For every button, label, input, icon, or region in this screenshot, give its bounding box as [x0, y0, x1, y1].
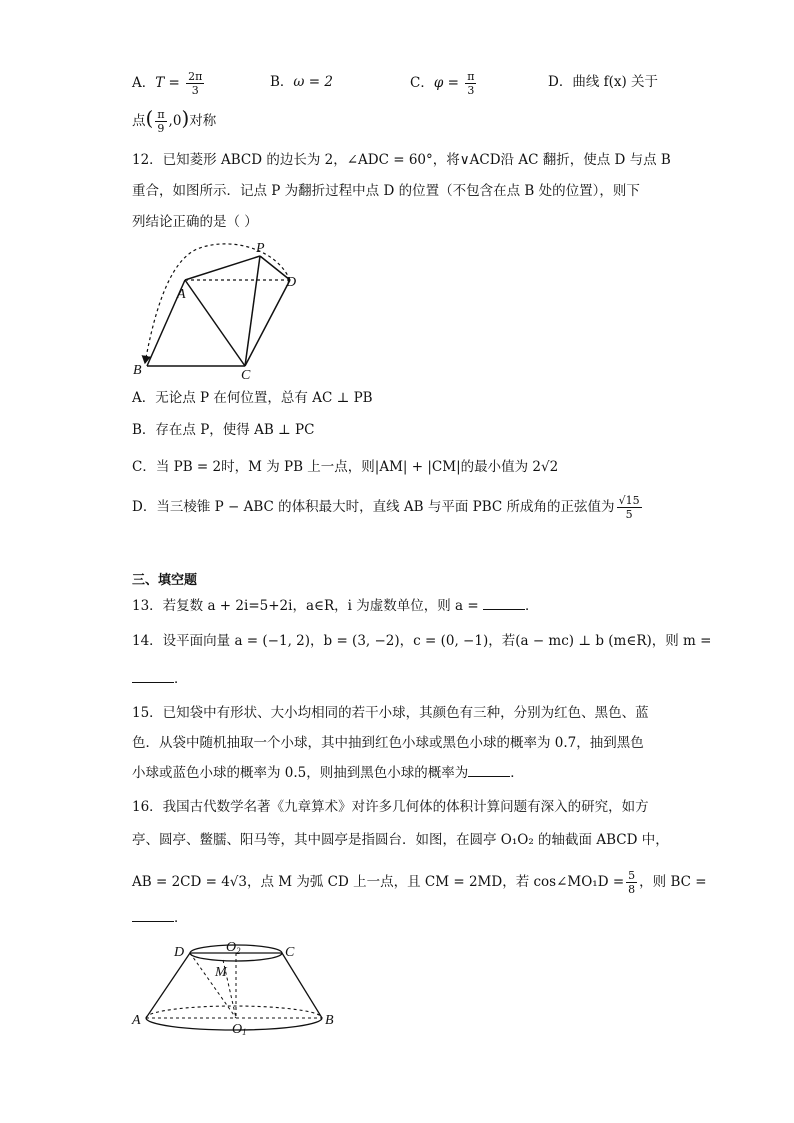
- edge-PA: [185, 256, 260, 280]
- q12-option-b: B．存在点 P，使得 AB ⊥ PC: [132, 422, 315, 438]
- q11-option-d: D．曲线 f(x) 关于: [548, 74, 659, 90]
- label-C: C: [285, 945, 295, 960]
- q13-question: 13．若复数 a + 2i=5+2i，a∈R，i 为虚数单位，则 a = ．: [132, 598, 539, 614]
- q16-line-3: AB = 2CD = 4√3，点 M 为弧 CD 上一点，且 CM = 2MD，若 cos∠MO₁D = $\frac{5}{8}$ ，则 BC =: [132, 869, 707, 896]
- label-O2-sub: 2: [236, 946, 241, 956]
- label-O1: O: [232, 1022, 243, 1036]
- label-C: C: [241, 368, 251, 380]
- label-O2: O: [226, 940, 237, 955]
- q14-line-2: ．: [132, 669, 188, 689]
- q12-line-1: 12．已知菱形 ABCD 的边长为 2，∠ADC = 60°，将∨ACD沿 AC 翻折，使点 D 与点 B: [132, 152, 671, 168]
- q11-option-a: A．T = $\frac{2\pi}{3}$: [132, 70, 203, 97]
- q16-line-2: 亭、圆亭、鳖臑、阳马等，其中圆亭是指圆台．如图，在圆亭 O₁O₂ 的轴截面 ABCD 中，: [132, 832, 669, 848]
- q12-option-d: D．当三棱锥 P − ABC 的体积最大时，直线 AB 与平面 PBC 所成角的正弦值为 $\frac{√15}{5}$: [132, 494, 640, 521]
- edge-CD: [245, 280, 290, 366]
- edge-AD: [146, 953, 190, 1018]
- edge-PC: [245, 256, 260, 366]
- q13-answer-blank[interactable]: [483, 597, 525, 610]
- edge-AC: [185, 280, 245, 366]
- q16-answer-blank[interactable]: [132, 909, 174, 922]
- q12-line-3: 列结论正确的是（ ）: [132, 214, 258, 230]
- label-D: D: [174, 945, 185, 960]
- q15-answer-blank[interactable]: [468, 764, 510, 777]
- frustum-figure: [128, 936, 343, 1036]
- q12-line-2: 重合，如图所示．记点 P 为翻折过程中点 D 的位置（不包含在点 B 处的位置），则下: [132, 183, 640, 199]
- q15-line-3: 小球或蓝色小球的概率为 0.5，则抽到黑色小球的概率为 ．: [132, 765, 524, 781]
- q15-line-1: 15．已知袋中有形状、大小均相同的若干小球，其颜色有三种，分别为红色、黑色、蓝: [132, 705, 649, 721]
- label-B: B: [133, 363, 142, 378]
- label-O1-sub: 1: [242, 1027, 247, 1036]
- q16-line-4: ．: [132, 908, 188, 928]
- q14-question: 14．设平面向量 a = (−1, 2)，b = (3, −2)，c = (0, −1)，若(a − mc) ⊥ b (m∈R)，则 m =: [132, 633, 712, 649]
- q12-option-c: C．当 PB = 2时，M 为 PB 上一点，则|AM| + |CM|的最小值为 2√2: [132, 459, 559, 475]
- q15-line-2: 色．从袋中随机抽取一个小球，其中抽到红色小球或黑色小球的概率为 0.7，抽到黑色: [132, 735, 644, 751]
- q11-option-c: C．φ = $\frac{\pi}{3}$: [410, 70, 475, 97]
- label-M: M: [215, 965, 227, 980]
- section-title-fill-in: 三、填空题: [132, 573, 198, 588]
- q12-option-a: A．无论点 P 在何位置，总有 AC ⊥ PB: [132, 390, 373, 406]
- rhombus-fold-figure: [125, 238, 315, 380]
- label-D: D: [286, 275, 297, 290]
- q11-option-b: B．ω = 2: [270, 74, 333, 90]
- label-A: A: [177, 287, 186, 302]
- label-A: A: [132, 1013, 141, 1028]
- label-P: P: [256, 241, 265, 256]
- label-B: B: [325, 1013, 334, 1028]
- q11-option-d-continued: 点( $\frac{\pi}{9}$ ,0)对称: [132, 106, 217, 135]
- q16-line-1: 16．我国古代数学名著《九章算术》对许多几何体的体积计算问题有深入的研究，如方: [132, 799, 649, 815]
- q14-answer-blank[interactable]: [132, 670, 174, 683]
